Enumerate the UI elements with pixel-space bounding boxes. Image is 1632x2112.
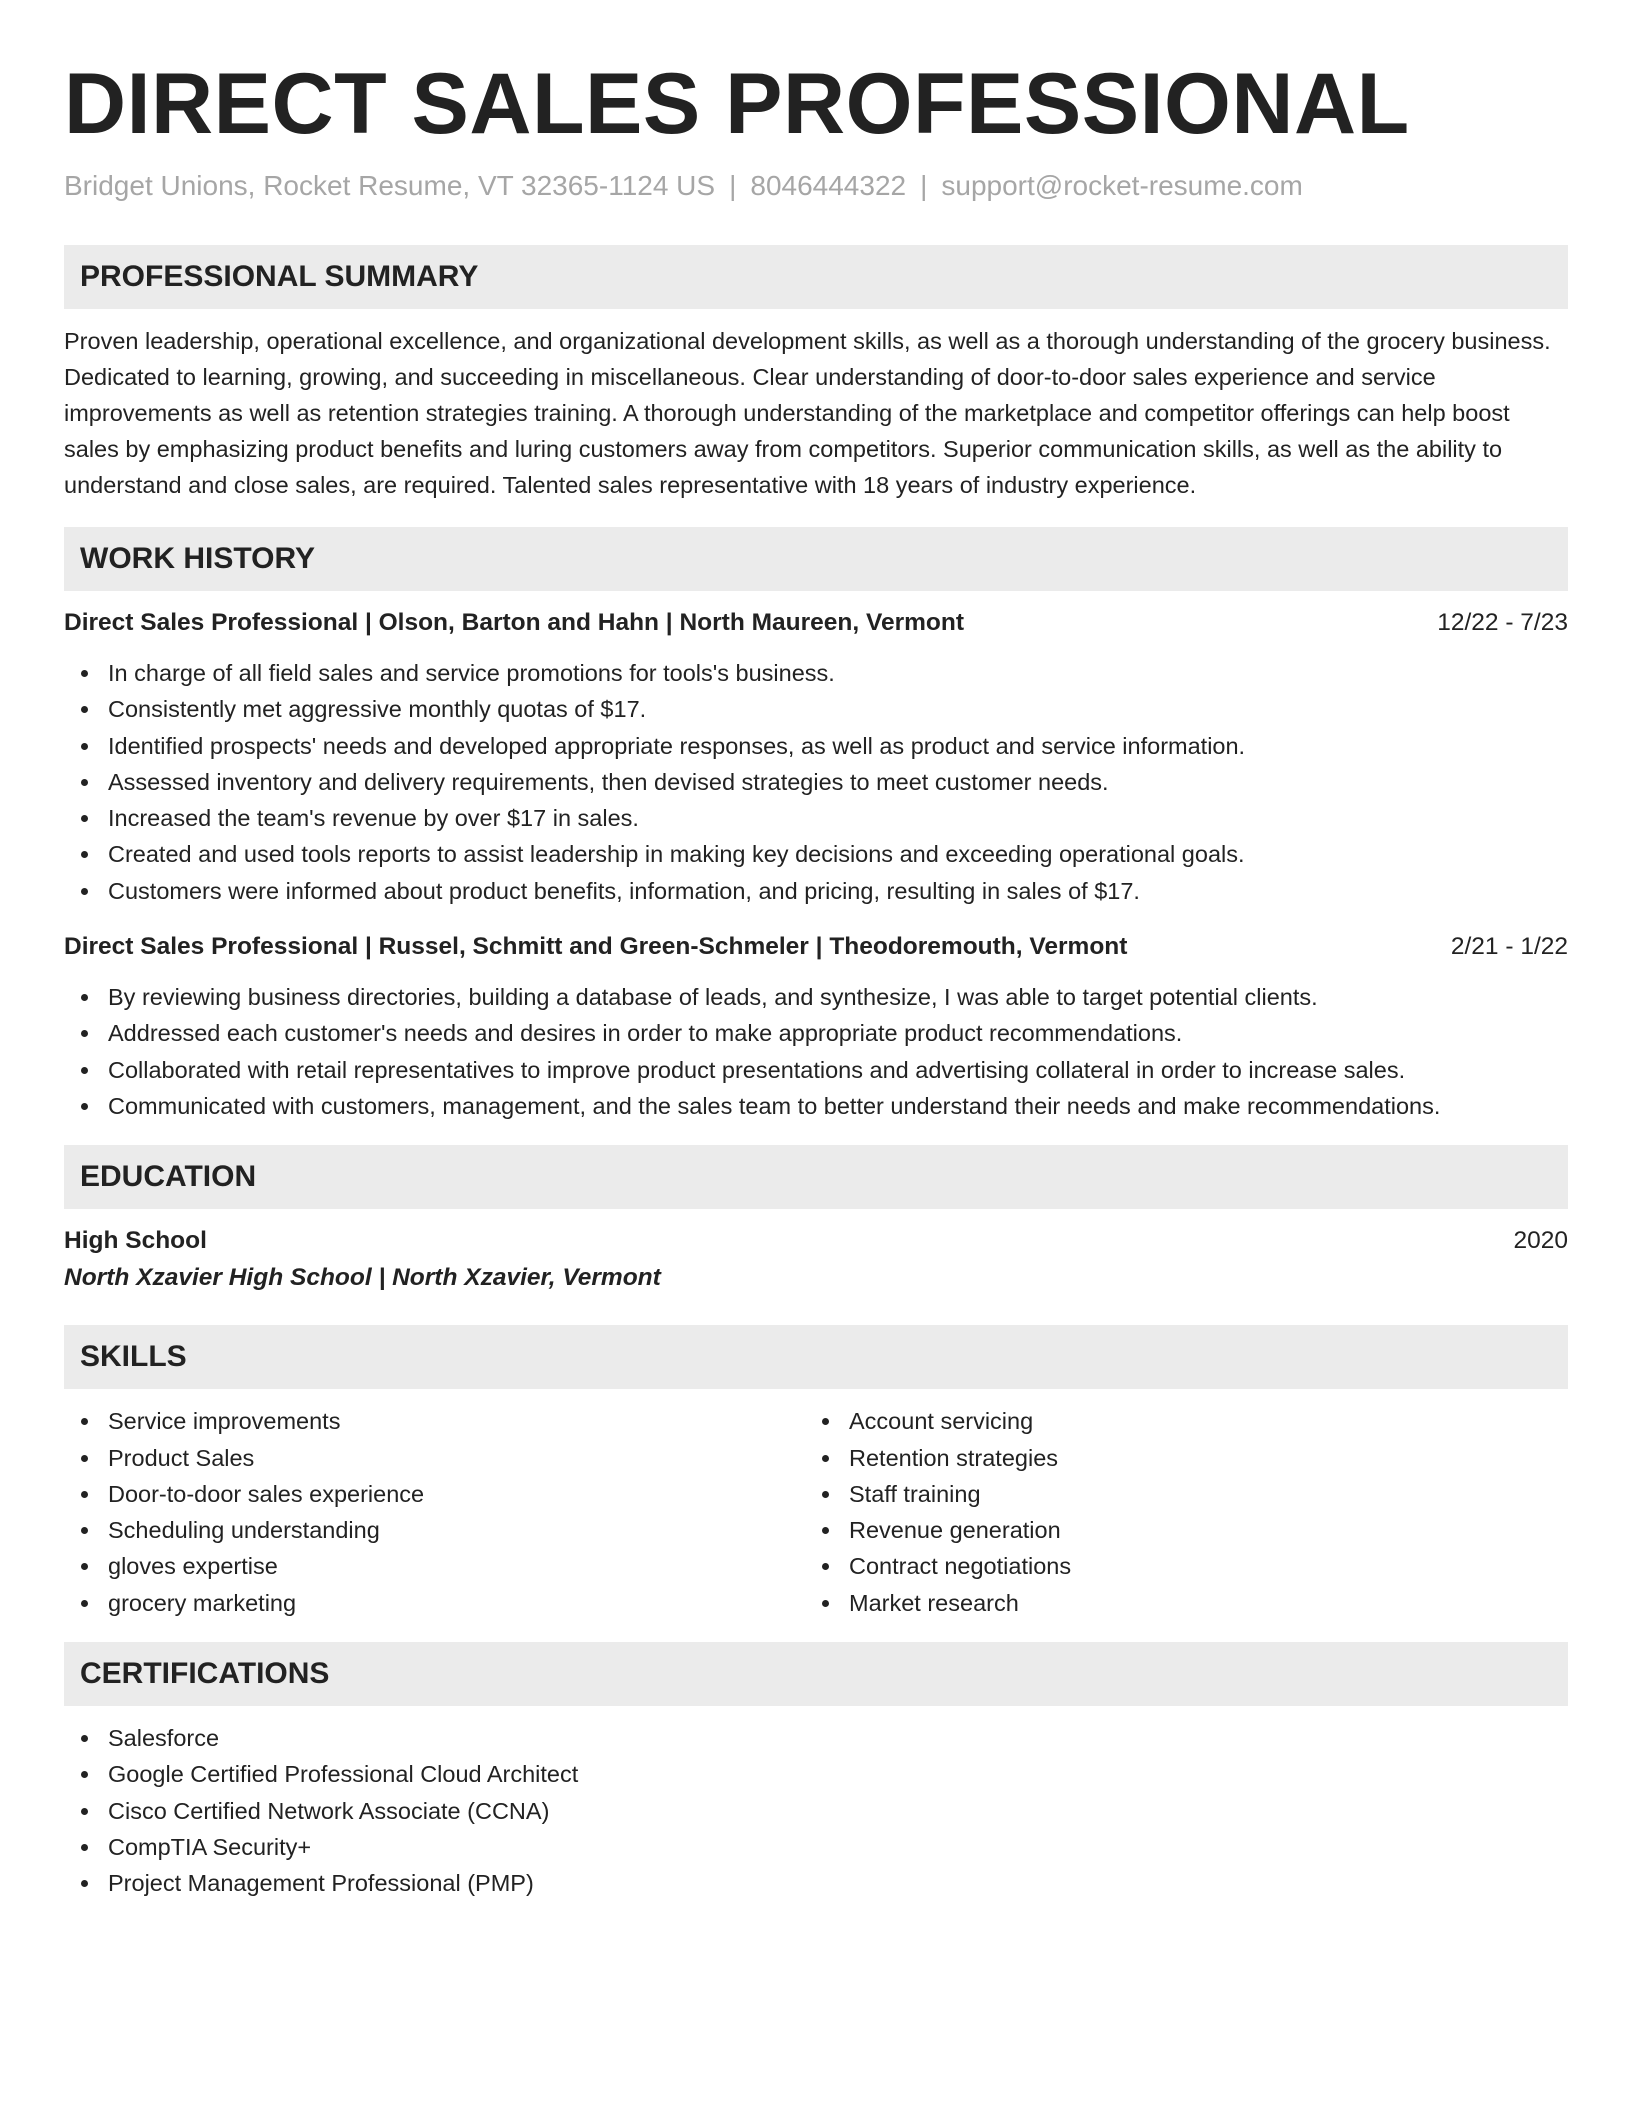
- contact-phone: 8046444322: [750, 170, 907, 201]
- job-bullet: In charge of all field sales and service promotions for tools's business.: [64, 655, 1568, 691]
- skills-grid: [64, 1403, 1568, 1621]
- resume-page: [64, 0, 1568, 1902]
- certifications-list: [64, 1720, 1568, 1901]
- contact-line: [64, 168, 1568, 204]
- job-bullets: [64, 979, 1568, 1124]
- skill-item: Staff training: [805, 1476, 1546, 1512]
- skill-item: Contract negotiations: [805, 1548, 1546, 1584]
- section-header-work-history: WORK HISTORY: [64, 527, 1568, 591]
- job-bullet: Communicated with customers, management, and the sales team to better understand their needs and make recommendations.: [64, 1088, 1568, 1124]
- job-bullet: Increased the team's revenue by over $17 in sales.: [64, 800, 1568, 836]
- section-header-certifications: CERTIFICATIONS: [64, 1642, 1568, 1706]
- contact-email: support@rocket-resume.com: [941, 170, 1303, 201]
- certification-item: Google Certified Professional Cloud Architect: [64, 1756, 1568, 1792]
- certification-item: CompTIA Security+: [64, 1829, 1568, 1865]
- job-bullet: Assessed inventory and delivery requirements, then devised strategies to meet customer needs.: [64, 764, 1568, 800]
- job-header: [64, 605, 1568, 641]
- job-bullet: Consistently met aggressive monthly quotas of $17.: [64, 691, 1568, 727]
- education-degree: High School: [64, 1227, 207, 1255]
- skill-item: Service improvements: [64, 1403, 805, 1439]
- job-entry: [64, 929, 1568, 1124]
- skill-item: grocery marketing: [64, 1585, 805, 1621]
- summary-text: Proven leadership, operational excellence, and organizational development skills, as well as a thorough understanding of the grocery business. Dedicated to learning, growing, and succeeding in miscellaneous. Clear understanding of door-to-door sales experience and service improvements as well as retention strategies training. A thorough understanding of the marketplace and competitor offerings can help boost sales by emphasizing product benefits and luring customers away from competitors. Superior communication skills, as well as the ability to understand and close sales, are required. Talented sales representative with 18 years of industry experience.: [64, 328, 1551, 498]
- job-header: [64, 929, 1568, 965]
- certification-item: Salesforce: [64, 1720, 1568, 1756]
- job-bullet: Identified prospects' needs and developed appropriate responses, as well as product and service information.: [64, 728, 1568, 764]
- job-bullet: Created and used tools reports to assist leadership in making key decisions and exceeding operational goals.: [64, 836, 1568, 872]
- section-header-skills: SKILLS: [64, 1325, 1568, 1389]
- job-bullet: Customers were informed about product benefits, information, and pricing, resulting in sales of $17.: [64, 873, 1568, 909]
- section-header-summary: PROFESSIONAL SUMMARY: [64, 245, 1568, 309]
- job-bullet: Addressed each customer's needs and desires in order to make appropriate product recommendations.: [64, 1015, 1568, 1051]
- resume-title: DIRECT SALES PROFESSIONAL: [64, 56, 1410, 152]
- job-entry: [64, 605, 1568, 909]
- skill-item: Scheduling understanding: [64, 1512, 805, 1548]
- job-dates: 12/22 - 7/23: [1437, 609, 1568, 636]
- education-entry: [64, 1223, 1568, 1297]
- job-bullet: Collaborated with retail representatives to improve product presentations and advertising collateral in order to increase sales.: [64, 1052, 1568, 1088]
- skill-item: Retention strategies: [805, 1440, 1546, 1476]
- skill-item: Account servicing: [805, 1403, 1546, 1439]
- skill-item: Revenue generation: [805, 1512, 1546, 1548]
- job-title: Direct Sales Professional | Russel, Schmitt and Green-Schmeler | Theodoremouth, Vermont: [64, 933, 1128, 961]
- skills-column-right: [805, 1403, 1546, 1621]
- skill-item: gloves expertise: [64, 1548, 805, 1584]
- certification-item: Cisco Certified Network Associate (CCNA): [64, 1793, 1568, 1829]
- job-dates: 2/21 - 1/22: [1450, 933, 1568, 961]
- job-bullets: [64, 655, 1568, 909]
- section-header-education: EDUCATION: [64, 1145, 1568, 1209]
- contact-separator: |: [920, 170, 928, 201]
- contact-address: Bridget Unions, Rocket Resume, VT 32365-1124 US: [64, 170, 716, 201]
- job-bullet: By reviewing business directories, building a database of leads, and synthesize, I was able to target potential clients.: [64, 979, 1568, 1015]
- certification-item: Project Management Professional (PMP): [64, 1865, 1568, 1901]
- education-year: 2020: [1513, 1227, 1568, 1255]
- contact-separator: |: [729, 170, 737, 201]
- skills-column-left: [64, 1403, 805, 1621]
- skill-item: Door-to-door sales experience: [64, 1476, 805, 1512]
- education-header: [64, 1223, 1568, 1259]
- job-title: Direct Sales Professional | Olson, Barton and Hahn | North Maureen, Vermont: [64, 609, 964, 636]
- education-school: North Xzavier High School | North Xzavier, Vermont: [64, 1264, 661, 1292]
- skill-item: Product Sales: [64, 1440, 805, 1476]
- skill-item: Market research: [805, 1585, 1546, 1621]
